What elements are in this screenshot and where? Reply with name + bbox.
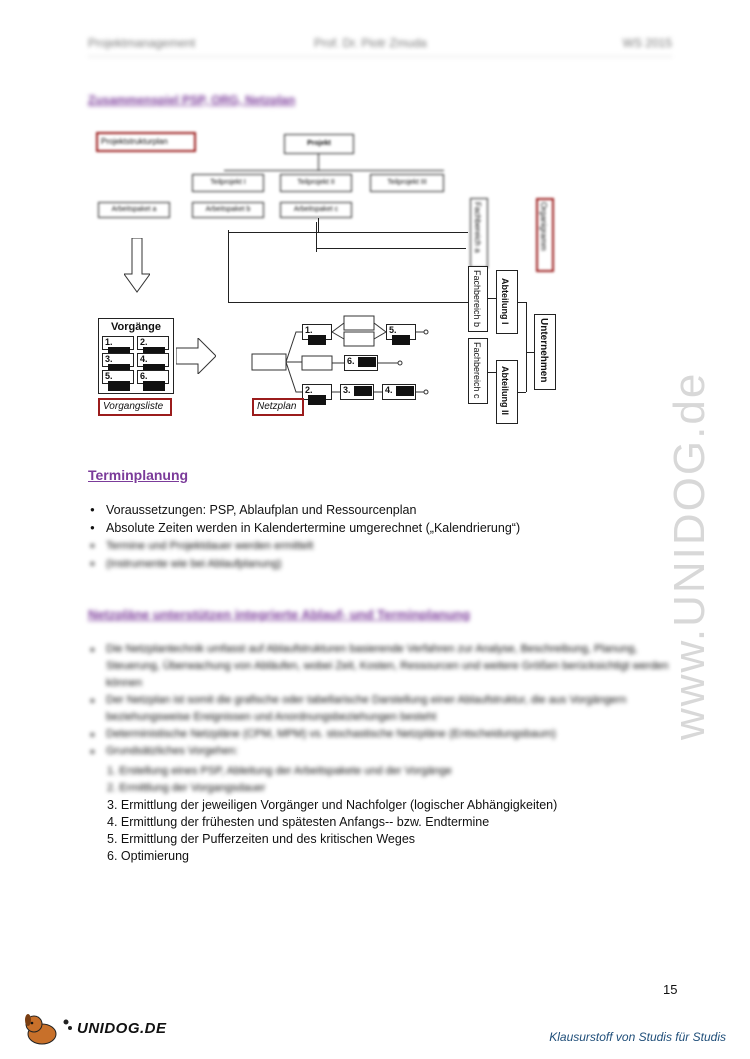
psp-org-netzplan-diagram	[88, 122, 688, 432]
teilprojekt-2: Teilprojekt II	[280, 174, 352, 192]
organigramm-label: Organigramm	[539, 202, 548, 251]
dog-icon	[22, 1012, 74, 1046]
section-title-netzplaene: Netzpläne unterstützen integrierte Ablauf- und Terminplanung	[88, 607, 471, 622]
fachbereich-b-label: Fachbereich b	[472, 270, 482, 328]
vorgangsliste-label: Vorgangsliste	[98, 398, 172, 416]
vorgaenge-title: Vorgänge	[111, 321, 161, 333]
fachbereich-a-label: Fachbereich a	[473, 202, 482, 253]
header-center: Prof. Dr. Piotr Zmuda	[314, 36, 427, 50]
netz-node-5: 5.	[386, 324, 416, 340]
list-item: ● Die Netzplantechnik umfasst auf Ablaufstrukturen basierende Verfahren zur Analyse, Beschreibung, Planung, Steuerung, Überwachung von Abläufen, wobei Zeit, Kosten, Ressourcen und weitere Größen berücksichtigt werden können	[88, 641, 678, 692]
vorgang-1: 1.	[102, 336, 134, 350]
step-item: 1. Erstellung eines PSP, Ableitung der Arbeitspakete und der Vorgänge	[107, 765, 452, 777]
projekt-box: Projekt	[284, 134, 354, 154]
step-item: 3. Ermittlung der jeweiligen Vorgänger und Nachfolger (logischer Abhängigkeiten)	[107, 798, 558, 812]
netz-node-1: 1.	[302, 324, 332, 340]
down-arrow-icon	[124, 238, 150, 274]
netz-node-3: 3.	[340, 384, 374, 400]
step-item: 2. Ermittlung der Vorgangsdauer	[107, 782, 266, 794]
list-item: ● Absolute Zeiten werden in Kalendertermine umgerechnet („Kalendrierung“)	[88, 519, 668, 537]
unternehmen-label: Unternehmen	[538, 318, 549, 383]
step-item: 4. Ermittlung der frühesten und spätesten Anfangs-- bzw. Endtermine	[107, 815, 490, 829]
section-title-zusammenspiel: Zusammenspiel PSP, ORG, Netzplan	[88, 93, 296, 107]
vorgang-6: 6.	[137, 370, 169, 384]
list-item: ● Termine und Projektdauer werden ermittelt	[88, 537, 668, 555]
netzplan-label: Netzplan	[252, 398, 304, 416]
vorgang-2: 2.	[137, 336, 169, 350]
teilprojekt-1: Teilprojekt I	[192, 174, 264, 192]
page-header	[88, 36, 672, 57]
netz-node-4: 4.	[382, 384, 416, 400]
right-arrow-icon	[176, 338, 216, 379]
fachbereich-c-label: Fachbereich c	[472, 342, 482, 399]
list-item: ● Voraussetzungen: PSP, Ablaufplan und Ressourcenplan	[88, 501, 668, 519]
arbeitspaket-b: Arbeitspaket b	[192, 202, 264, 218]
list-item: ● Deterministische Netzpläne (CPM, MPM) vs. stochastische Netzpläne (Entscheidungsbaum)	[88, 726, 678, 743]
vorgaenge-box	[98, 318, 174, 394]
terminplanung-list	[88, 501, 668, 573]
footer-tagline: Klausurstoff von Studis für Studis	[549, 1030, 726, 1044]
projektstrukturplan-label: Projektstrukturplan	[96, 132, 196, 152]
logo-text: UNIDOG.DE	[77, 1020, 167, 1037]
header-left: Projektmanagement	[88, 36, 196, 50]
step-item: 6. Optimierung	[107, 849, 189, 863]
step-item: 5. Ermittlung der Pufferzeiten und des kritischen Weges	[107, 832, 416, 846]
list-item: ● (Instrumente wie bei Ablaufplanung)	[88, 555, 668, 573]
section-title-terminplanung: Terminplanung	[88, 467, 189, 483]
header-right: WS 2015	[622, 36, 672, 50]
vorgang-5: 5.	[102, 370, 134, 384]
abteilung-1-label: Abteilung I	[500, 278, 510, 325]
list-item: ● Grundsätzliches Vorgehen:	[88, 743, 678, 760]
netzplan-graph	[248, 308, 448, 400]
arbeitspaket-a: Arbeitspaket a	[98, 202, 170, 218]
unidog-logo	[22, 1012, 182, 1046]
netz-node-6: 6.	[344, 355, 378, 371]
vorgang-4: 4.	[137, 353, 169, 367]
vorgang-3: 3.	[102, 353, 134, 367]
abteilung-2-label: Abteilung II	[500, 366, 510, 415]
watermark-text: www.UNIDOG.de	[665, 371, 714, 740]
netzplaene-list	[88, 641, 678, 760]
arbeitspaket-c: Arbeitspaket c	[280, 202, 352, 218]
steps-list	[107, 763, 557, 865]
teilprojekt-3: Teilprojekt III	[370, 174, 444, 192]
list-item: ● Der Netzplan ist somit die grafische oder tabellarische Darstellung einer Ablaufstruktur, die aus Vorgängern beziehungsweise Ereignissen und Anordnungsbeziehungen besteht	[88, 692, 678, 726]
page-number: 15	[663, 982, 678, 997]
netz-node-2: 2.	[302, 384, 332, 400]
